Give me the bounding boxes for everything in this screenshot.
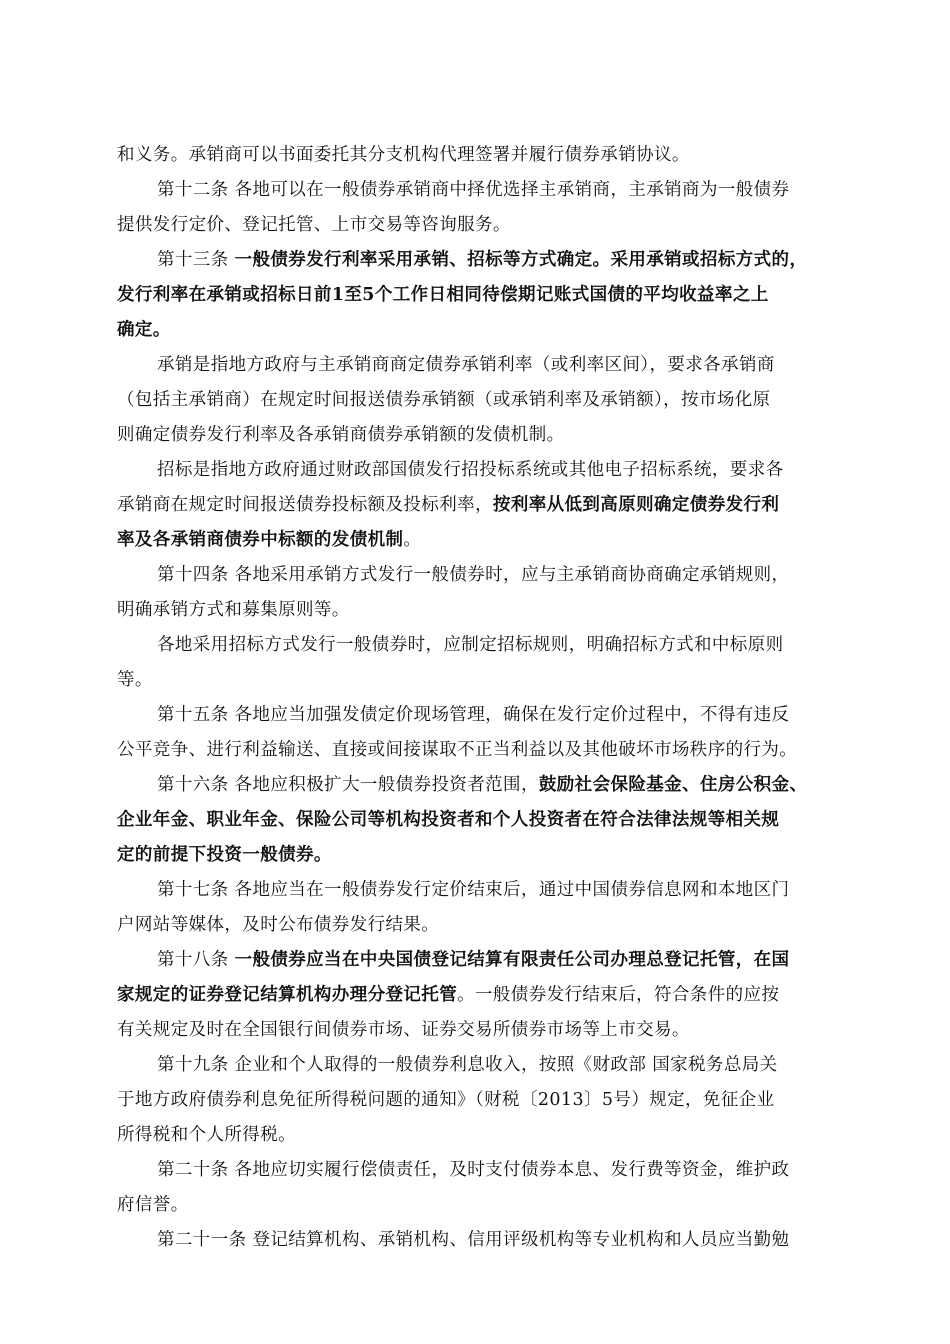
- text-line: [117, 138, 837, 173]
- text-run: 和义务。承销商可以书面委托其分支机构代理签署并履行债券承销协议。: [117, 145, 690, 165]
- text-line: [117, 593, 837, 628]
- text-run: 承销商在规定时间报送债券投标额及投标利率，: [117, 495, 493, 515]
- text-run: 招标是指地方政府通过财政部国债发行招投标系统或其他电子招标系统，要求各: [157, 460, 784, 480]
- text-line: [117, 313, 837, 348]
- text-run: 第二十一条 登记结算机构、承销机构、信用评级机构等专业机构和人员应当勤勉: [157, 1230, 790, 1250]
- text-run: 明确承销方式和募集原则等。: [117, 600, 350, 620]
- text-line: [117, 803, 837, 838]
- bold-text-run: 企业年金、职业年金、保险公司等机构投资者和个人投资者在符合法律法规等相关规: [117, 810, 780, 830]
- text-line: [117, 1013, 837, 1048]
- text-run: 有关规定及时在全国银行间债券市场、证券交易所债券市场等上市交易。: [117, 1020, 690, 1040]
- text-line: [117, 523, 837, 558]
- text-line: [117, 1118, 837, 1153]
- text-run: 等。: [117, 670, 153, 690]
- text-run: 第十四条 各地采用承销方式发行一般债券时，应与主承销商协商确定承销规则，: [157, 565, 790, 585]
- text-line: [117, 733, 837, 768]
- text-run: 则确定债券发行利率及各承销商债券承销额的发债机制。: [117, 425, 565, 445]
- text-line: [117, 1153, 837, 1188]
- text-run: 。: [403, 530, 422, 550]
- text-run: 第十五条 各地应当加强发债定价现场管理，确保在发行定价过程中，不得有违反: [157, 705, 790, 725]
- text-run: 各地采用招标方式发行一般债券时，应制定招标规则，明确招标方式和中标原则: [157, 635, 784, 655]
- text-run: 府信誉。: [117, 1195, 189, 1215]
- bold-text-run: 发行利率在承销或招标日前1至5个工作日相同待偿期记账式国债的平均收益率之上: [117, 285, 769, 305]
- text-run: 。一般债券发行结束后，符合条件的应按: [457, 985, 780, 1005]
- text-line: [117, 663, 837, 698]
- bold-text-run: 按利率从低到高原则确定债券发行利: [492, 495, 780, 515]
- text-line: [117, 768, 837, 803]
- bold-text-run: 定的前提下投资一般债券。: [117, 845, 332, 865]
- text-line: [117, 418, 837, 453]
- document-body: [117, 138, 837, 1258]
- text-line: [117, 348, 837, 383]
- text-run: 第十八条: [157, 950, 235, 970]
- text-line: [117, 208, 837, 243]
- text-line: [117, 873, 837, 908]
- text-run: 第十二条 各地可以在一般债券承销商中择优选择主承销商，主承销商为一般债券: [157, 180, 790, 200]
- text-line: [117, 383, 837, 418]
- bold-text-run: 鼓励社会保险基金、住房公积金、: [538, 775, 808, 795]
- text-line: [117, 698, 837, 733]
- text-line: [117, 1188, 837, 1223]
- text-run: 第十七条 各地应当在一般债券发行定价结束后，通过中国债券信息网和本地区门: [157, 880, 790, 900]
- text-line: [117, 453, 837, 488]
- text-run: 第二十条 各地应切实履行偿债责任，及时支付债券本息、发行费等资金，维护政: [157, 1160, 790, 1180]
- text-line: [117, 1048, 837, 1083]
- text-run: （包括主承销商）在规定时间报送债券承销额（或承销利率及承销额），按市场化原: [117, 390, 771, 410]
- text-line: [117, 243, 837, 278]
- bold-text-run: 一般债券发行利率采用承销、招标等方式确定。采用承销或招标方式的，: [234, 250, 808, 270]
- text-line: [117, 943, 837, 978]
- bold-text-run: 率及各承销商债券中标额的发债机制: [117, 530, 404, 550]
- text-line: [117, 1083, 837, 1118]
- text-line: [117, 488, 837, 523]
- text-line: [117, 628, 837, 663]
- text-run: 提供发行定价、登记托管、上市交易等咨询服务。: [117, 215, 511, 235]
- text-line: [117, 838, 837, 873]
- text-run: 公平竞争、进行利益输送、直接或间接谋取不正当利益以及其他破坏市场秩序的行为。: [117, 740, 798, 760]
- text-line: [117, 278, 837, 313]
- text-run: 第十九条 企业和个人取得的一般债券利息收入，按照《财政部 国家税务总局关: [157, 1055, 778, 1075]
- text-run: 于地方政府债券利息免征所得税问题的通知》（财税〔2013〕5号）规定，免征企业: [117, 1090, 775, 1110]
- bold-text-run: 家规定的证券登记结算机构办理分登记托管: [117, 985, 458, 1005]
- text-run: 第十六条 各地应积极扩大一般债券投资者范围，: [157, 775, 539, 795]
- text-line: [117, 558, 837, 593]
- text-run: 第十三条: [157, 250, 235, 270]
- bold-text-run: 一般债券应当在中央国债登记结算有限责任公司办理总登记托管，在国: [234, 950, 790, 970]
- text-line: [117, 173, 837, 208]
- text-run: 户网站等媒体，及时公布债券发行结果。: [117, 915, 440, 935]
- text-line: [117, 978, 837, 1013]
- text-run: 所得税和个人所得税。: [117, 1125, 296, 1145]
- text-run: 承销是指地方政府与主承销商商定债券承销利率（或利率区间），要求各承销商: [157, 355, 775, 375]
- text-line: [117, 1223, 837, 1258]
- text-line: [117, 908, 837, 943]
- bold-text-run: 确定。: [117, 320, 171, 340]
